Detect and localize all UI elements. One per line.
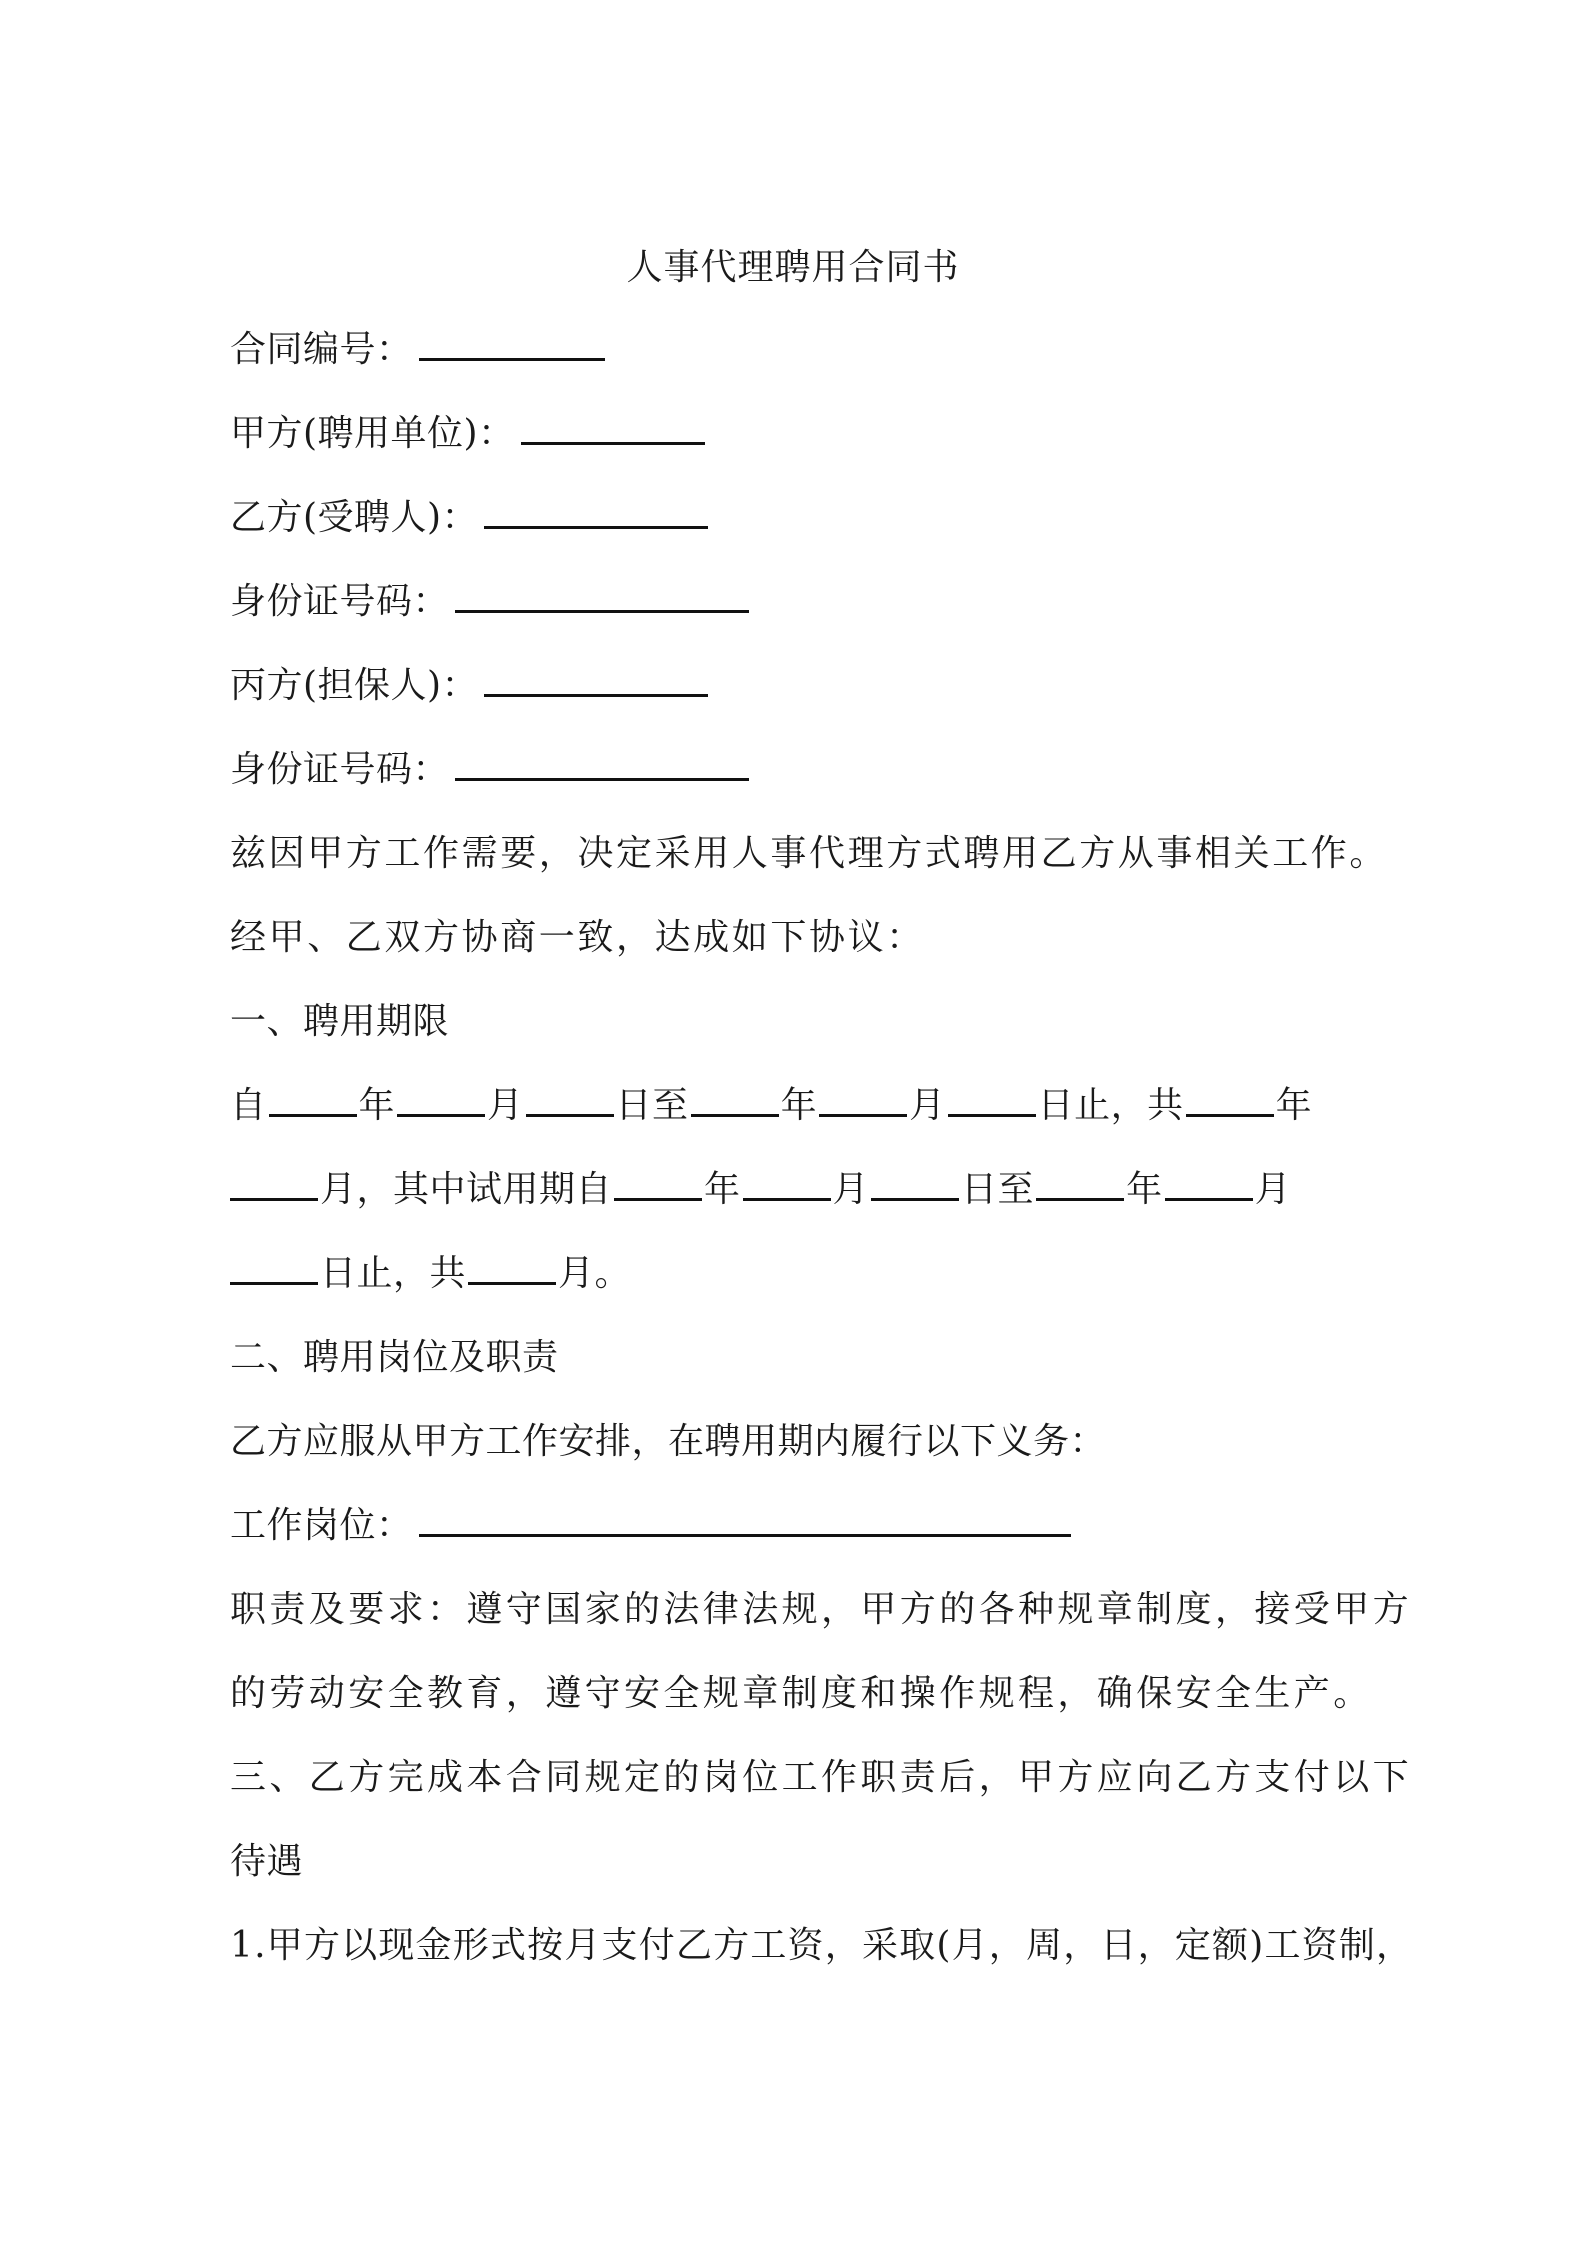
term-text: 日至 <box>961 1169 1035 1210</box>
contract-number-blank[interactable] <box>419 322 605 361</box>
term-text: 年 <box>1126 1169 1163 1210</box>
probation-end-month-blank[interactable] <box>1165 1164 1253 1201</box>
party-c-id-field <box>230 742 749 798</box>
section-3-heading-line-1: 三、乙方完成本合同规定的岗位工作职责后，甲方应向乙方支付以下 <box>230 1757 1413 1798</box>
party-c-id-blank[interactable] <box>455 742 749 781</box>
probation-start-month-blank[interactable] <box>743 1164 831 1201</box>
term-text: 年 <box>1275 1085 1313 1126</box>
term-text: 日止，共 <box>320 1253 467 1294</box>
term-row-3 <box>230 1246 631 1302</box>
party-a-label: 甲方(聘用单位)： <box>230 413 515 454</box>
term-end-month-blank[interactable] <box>819 1080 907 1117</box>
party-c-id-label: 身份证号码： <box>230 749 450 790</box>
term-start-day-blank[interactable] <box>526 1080 614 1117</box>
intro-paragraph-1: 兹因甲方工作需要，决定采用人事代理方式聘用乙方从事相关工作。 <box>230 833 1389 874</box>
term-text: 自 <box>230 1085 267 1126</box>
contract-number-field <box>230 322 605 378</box>
section-3-heading-line-2: 待遇 <box>230 1841 304 1882</box>
probation-start-year-blank[interactable] <box>614 1164 702 1201</box>
probation-start-day-blank[interactable] <box>871 1164 959 1201</box>
probation-end-year-blank[interactable] <box>1036 1164 1124 1201</box>
post-field <box>230 1498 1071 1554</box>
term-end-year-blank[interactable] <box>691 1080 779 1117</box>
post-label: 工作岗位： <box>230 1505 413 1546</box>
requirements-line-1: 职责及要求：遵守国家的法律法规，甲方的各种规章制度，接受甲方 <box>230 1589 1413 1630</box>
term-text: 月 <box>832 1169 870 1210</box>
term-end-day-blank[interactable] <box>948 1080 1036 1117</box>
document-title: 人事代理聘用合同书 <box>626 247 960 288</box>
party-a-field <box>230 406 705 462</box>
party-b-label: 乙方(受聘人)： <box>230 497 479 538</box>
term-row-1 <box>230 1078 1312 1134</box>
intro-paragraph-2: 经甲、乙双方协商一致，达成如下协议： <box>230 917 925 958</box>
wage-item-1: 1.甲方以现金形式按月支付乙方工资，采取(月，周，日，定额)工资制， <box>230 1925 1414 1966</box>
requirements-line-2: 的劳动安全教育，遵守安全规章制度和操作规程，确保安全生产。 <box>230 1673 1373 1714</box>
party-b-id-blank[interactable] <box>455 574 749 613</box>
term-text: 年 <box>358 1085 396 1126</box>
term-text: 年 <box>780 1085 818 1126</box>
term-text: 月 <box>487 1085 524 1126</box>
term-total-years-blank[interactable] <box>1186 1080 1274 1117</box>
section-1-heading: 一、聘用期限 <box>230 1001 450 1042</box>
party-b-id-label: 身份证号码： <box>230 581 450 622</box>
party-b-field <box>230 490 708 546</box>
party-a-blank[interactable] <box>521 406 705 445</box>
section-2-heading: 二、聘用岗位及职责 <box>230 1337 559 1378</box>
term-text: 日至 <box>615 1085 689 1126</box>
probation-end-day-blank[interactable] <box>230 1248 318 1285</box>
term-row-2 <box>230 1162 1291 1218</box>
term-text: 月。 <box>558 1253 632 1294</box>
term-start-month-blank[interactable] <box>397 1080 485 1117</box>
contract-number-label: 合同编号： <box>230 329 413 370</box>
party-b-blank[interactable] <box>484 490 708 529</box>
party-c-field <box>230 658 708 714</box>
term-text: 日止，共 <box>1037 1085 1184 1126</box>
duty-intro: 乙方应服从甲方工作安排，在聘用期内履行以下义务： <box>230 1421 1107 1462</box>
party-c-blank[interactable] <box>484 658 708 697</box>
term-text: 月 <box>909 1085 946 1126</box>
party-b-id-field <box>230 574 749 630</box>
term-start-year-blank[interactable] <box>269 1080 357 1117</box>
probation-total-months-blank[interactable] <box>468 1248 556 1285</box>
term-total-months-blank[interactable] <box>230 1164 318 1201</box>
post-blank[interactable] <box>419 1498 1071 1537</box>
term-text: 月，其中试用期自 <box>320 1169 613 1210</box>
term-text: 年 <box>704 1169 741 1210</box>
party-c-label: 丙方(担保人)： <box>230 665 479 706</box>
term-text: 月 <box>1254 1169 1292 1210</box>
